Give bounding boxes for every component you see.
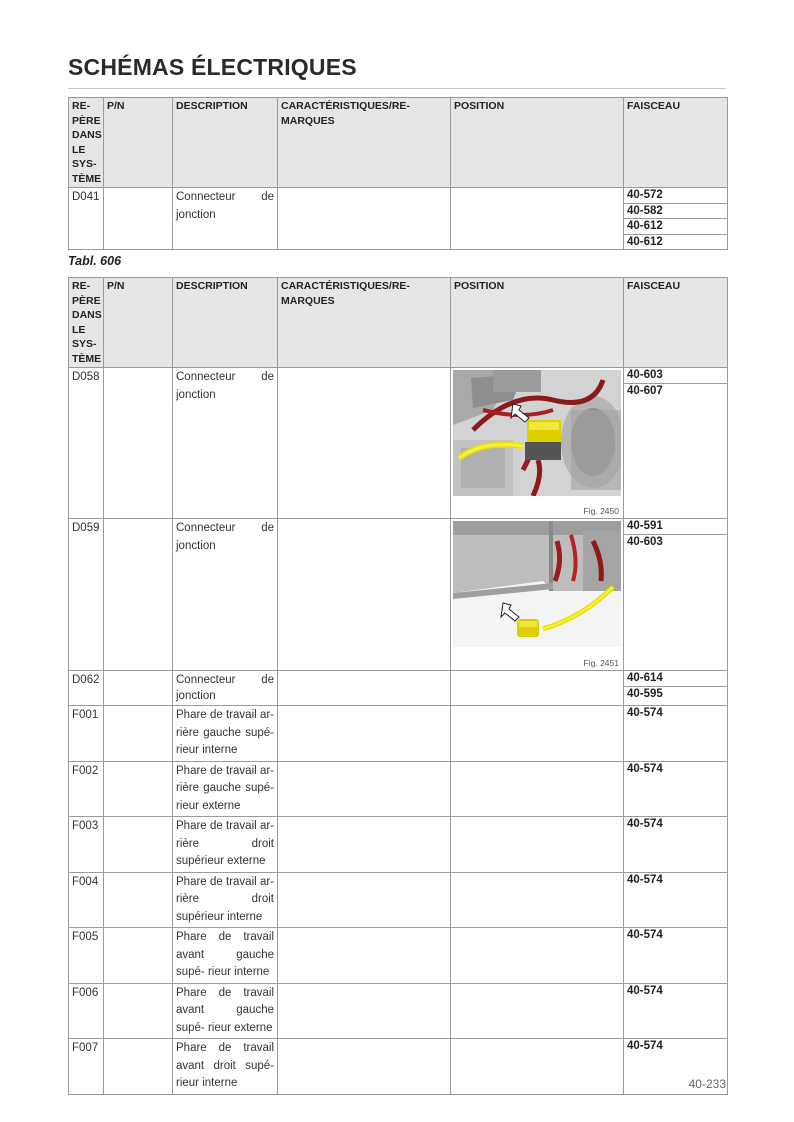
harness-code: 40-603 xyxy=(624,368,727,384)
harness-code: 40-612 xyxy=(624,219,727,235)
table-row xyxy=(69,519,728,671)
harness-cell xyxy=(624,761,728,817)
pn-value xyxy=(104,368,172,370)
ref-cell xyxy=(69,928,104,984)
harness-code: 40-572 xyxy=(624,188,727,204)
description-value: Phare de travail avant gauche supé- rieur interne xyxy=(176,931,274,978)
table-row xyxy=(69,671,728,706)
ref-cell xyxy=(69,1039,104,1095)
header-characteristics xyxy=(278,98,451,188)
title-divider xyxy=(68,88,726,89)
characteristics-cell xyxy=(278,817,451,873)
pn-value xyxy=(104,1039,172,1041)
characteristics-cell xyxy=(278,761,451,817)
ref-value: F006 xyxy=(72,986,99,999)
header-ref xyxy=(69,278,104,368)
pn-cell xyxy=(104,817,173,873)
description-cell xyxy=(173,1039,278,1095)
figure-label: Fig. 2451 xyxy=(583,658,619,668)
harness-code: 40-603 xyxy=(627,535,663,548)
ref-cell xyxy=(69,872,104,928)
harness-code: 40-582 xyxy=(624,204,727,220)
description-cell xyxy=(173,671,278,706)
harness-cell xyxy=(624,817,728,873)
characteristics-value xyxy=(278,984,450,986)
page-title: SCHÉMAS ÉLECTRIQUES xyxy=(68,54,357,80)
pn-cell xyxy=(104,983,173,1039)
header-characteristics-label: CARACTÉRISTIQUES/RE- MARQUES xyxy=(281,280,410,307)
pn-cell xyxy=(104,706,173,762)
table-row xyxy=(69,188,728,250)
pn-value xyxy=(104,817,172,819)
characteristics-cell xyxy=(278,1039,451,1095)
ref-value: F001 xyxy=(72,709,99,721)
harness-code: 40-574 xyxy=(627,762,663,775)
description-cell xyxy=(173,872,278,928)
ref-cell xyxy=(69,188,104,250)
header-harness: FAISCEAU xyxy=(624,278,728,368)
characteristics-cell xyxy=(278,671,451,706)
pn-cell xyxy=(104,671,173,706)
description-cell xyxy=(173,928,278,984)
harness-code: 40-595 xyxy=(627,687,663,700)
harness-code: 40-614 xyxy=(624,671,727,687)
harness-cell xyxy=(624,188,728,250)
pn-cell xyxy=(104,1039,173,1095)
pn-value xyxy=(104,762,172,764)
description-cell xyxy=(173,761,278,817)
description-value: Phare de travail avant droit supé- rieur interne xyxy=(176,1042,274,1089)
pn-cell xyxy=(104,188,173,250)
description-value: Phare de travail avant gauche supé- rieur externe xyxy=(176,986,274,1034)
ref-value: D059 xyxy=(72,522,100,534)
harness-cell xyxy=(624,983,728,1039)
pn-value xyxy=(104,671,172,673)
description-value: Phare de travail ar- rière gauche supé- rieur interne xyxy=(176,709,274,756)
figure-label: Fig. 2450 xyxy=(583,506,619,516)
pn-cell xyxy=(104,368,173,519)
characteristics-value xyxy=(278,188,450,190)
harness-code: 40-574 xyxy=(627,984,663,997)
description-value: Phare de travail ar- rière gauche supé- rieur externe xyxy=(176,764,274,812)
pn-value xyxy=(104,519,172,521)
table-row xyxy=(69,928,728,984)
ref-cell xyxy=(69,817,104,873)
pn-value xyxy=(104,984,172,986)
characteristics-value xyxy=(278,671,450,673)
harness-cell xyxy=(624,872,728,928)
connector-photo-illustration xyxy=(453,521,621,647)
pn-cell xyxy=(104,872,173,928)
header-description: DESCRIPTION xyxy=(173,278,278,368)
table-caption: Tabl. 606 xyxy=(68,254,122,268)
ref-value: D041 xyxy=(72,191,100,203)
ref-value: D062 xyxy=(72,674,100,686)
header-description: DESCRIPTION xyxy=(173,98,278,188)
pn-cell xyxy=(104,761,173,817)
ref-cell xyxy=(69,761,104,817)
ref-value: F005 xyxy=(72,931,99,943)
harness-code: 40-574 xyxy=(627,818,663,830)
table-row xyxy=(69,368,728,519)
ref-value: D058 xyxy=(72,371,100,383)
table-row xyxy=(69,1039,728,1095)
header-ref-label: RE- PÈRE DANS LE SYS- TÈME xyxy=(72,100,102,185)
ref-value: F002 xyxy=(72,764,99,777)
header-ref xyxy=(69,98,104,188)
position-cell xyxy=(451,817,624,873)
page-number: 40-233 xyxy=(688,1077,726,1091)
description-value: Connecteur de jonction xyxy=(176,674,274,702)
position-cell xyxy=(451,983,624,1039)
ref-cell xyxy=(69,671,104,706)
table-row xyxy=(69,761,728,817)
harness-code: 40-574 xyxy=(627,929,663,941)
harness-code: 40-607 xyxy=(627,384,663,397)
pn-cell xyxy=(104,928,173,984)
position-cell xyxy=(451,706,624,762)
characteristics-cell xyxy=(278,872,451,928)
description-cell xyxy=(173,368,278,519)
pn-value xyxy=(104,706,172,708)
characteristics-value xyxy=(278,873,450,875)
header-pn: P/N xyxy=(104,278,173,368)
description-value: Connecteur de jonction xyxy=(176,371,274,401)
pn-value xyxy=(104,873,172,875)
characteristics-value xyxy=(278,368,450,370)
header-position: POSITION xyxy=(451,98,624,188)
pn-cell xyxy=(104,519,173,671)
harness-cell xyxy=(624,706,728,762)
header-position: POSITION xyxy=(451,278,624,368)
harness-code: 40-591 xyxy=(624,519,727,535)
characteristics-cell xyxy=(278,706,451,762)
table-row xyxy=(69,872,728,928)
header-characteristics-label: CARACTÉRISTIQUES/RE- MARQUES xyxy=(281,100,410,127)
description-value: Connecteur de jonction xyxy=(176,191,274,221)
characteristics-value xyxy=(278,706,450,708)
position-cell xyxy=(451,872,624,928)
ref-cell xyxy=(69,706,104,762)
characteristics-cell xyxy=(278,368,451,519)
characteristics-value xyxy=(278,1039,450,1041)
position-cell xyxy=(451,928,624,984)
position-cell xyxy=(451,761,624,817)
table-d041 xyxy=(68,97,728,250)
characteristics-value xyxy=(278,817,450,819)
harness-code: 40-574 xyxy=(627,1040,663,1052)
position-cell xyxy=(451,188,624,250)
characteristics-value xyxy=(278,519,450,521)
ref-cell xyxy=(69,983,104,1039)
header-characteristics xyxy=(278,278,451,368)
ref-cell xyxy=(69,368,104,519)
header-pn: P/N xyxy=(104,98,173,188)
harness-cell xyxy=(624,519,728,671)
characteristics-cell xyxy=(278,983,451,1039)
description-cell xyxy=(173,817,278,873)
description-value: Connecteur de jonction xyxy=(176,522,274,552)
position-cell xyxy=(451,671,624,706)
harness-cell xyxy=(624,368,728,519)
ref-value: F004 xyxy=(72,875,99,888)
characteristics-value xyxy=(278,928,450,930)
connector-photo-illustration xyxy=(453,370,621,496)
characteristics-cell xyxy=(278,928,451,984)
harness-cell xyxy=(624,671,728,706)
characteristics-value xyxy=(278,762,450,764)
ref-value: F003 xyxy=(72,820,99,832)
table-row xyxy=(69,817,728,873)
pn-value xyxy=(104,928,172,930)
description-cell xyxy=(173,188,278,250)
characteristics-cell xyxy=(278,188,451,250)
position-cell xyxy=(451,519,624,671)
harness-code: 40-574 xyxy=(627,873,663,886)
characteristics-cell xyxy=(278,519,451,671)
description-value: Phare de travail ar- rière droit supérieur externe xyxy=(176,820,274,867)
harness-code: 40-574 xyxy=(627,707,663,719)
harness-cell xyxy=(624,928,728,984)
table-row xyxy=(69,706,728,762)
header-harness: FAISCEAU xyxy=(624,98,728,188)
position-cell xyxy=(451,1039,624,1095)
harness-code: 40-612 xyxy=(627,235,663,248)
description-cell xyxy=(173,519,278,671)
pn-value xyxy=(104,188,172,190)
table-row xyxy=(69,983,728,1039)
connector-photo xyxy=(453,521,621,647)
ref-value: F007 xyxy=(72,1042,99,1054)
description-value: Phare de travail ar- rière droit supérieur interne xyxy=(176,875,274,923)
header-ref-label: RE- PÈRE DANS LE SYS- TÈME xyxy=(72,280,102,365)
description-cell xyxy=(173,983,278,1039)
connector-photo xyxy=(453,370,621,496)
position-cell xyxy=(451,368,624,519)
table-606 xyxy=(68,277,728,1095)
description-cell xyxy=(173,706,278,762)
ref-cell xyxy=(69,519,104,671)
